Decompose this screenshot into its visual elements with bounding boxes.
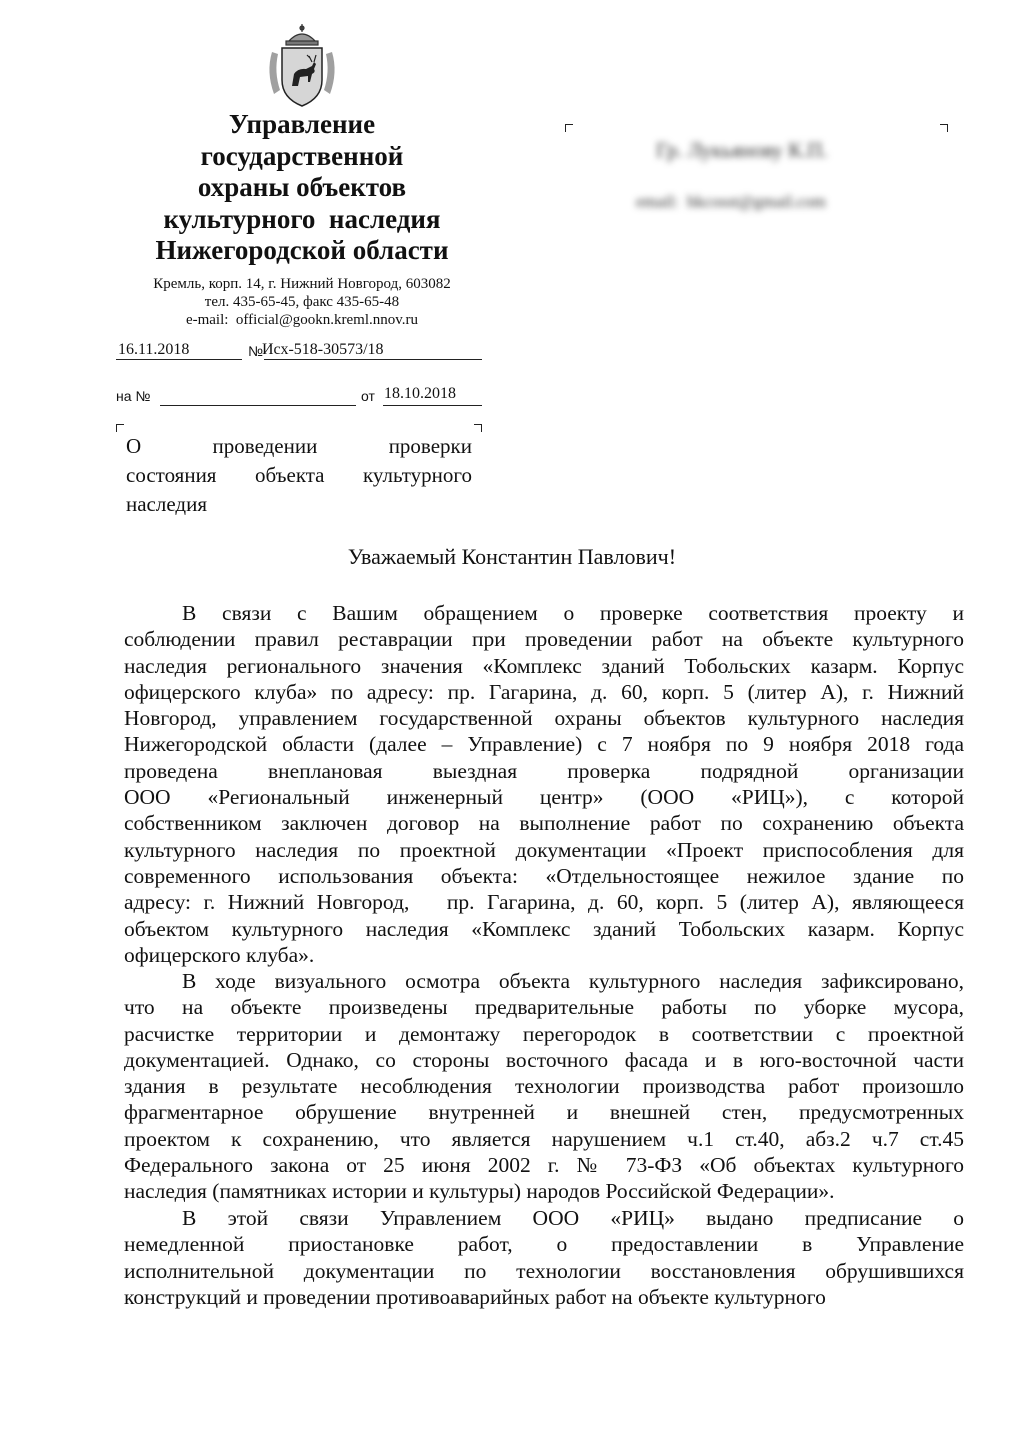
subject-line: состояния объекта культурного (126, 463, 472, 487)
paragraph-line: документацией. Однако, со стороны восточного фасада и в юго-восточной части (124, 1047, 964, 1072)
paragraph-line: что на объекте произведены предварительные работы по уборке мусора, (124, 995, 964, 1020)
paragraph-line: здания в результате несоблюдения технологии производства работ произошло (124, 1074, 964, 1099)
paragraph-line: ООО «Региональный инженерный центр» (ООО «РИЦ»), с которой (124, 785, 964, 810)
outgoing-date: 16.11.2018 (118, 341, 190, 358)
addressee-corner-right (940, 124, 948, 132)
agency-name-line: государственной (200, 140, 404, 171)
paragraph-line: объектом культурного наследия «Комплекс зданий Тобольских казарм. Корпус (124, 916, 964, 941)
body-paragraph-2 (124, 968, 964, 1205)
addressee-corner-left (565, 124, 573, 132)
paragraph-line: конструкций и проведении противоаварийных работ на объекте культурного (124, 1284, 826, 1309)
agency-phone: тел. 435-65-45, факс 435-65-48 (204, 294, 400, 310)
paragraph-line: В ходе визуального осмотра объекта культурного наследия зафиксировано, (182, 969, 964, 993)
paragraph-line: Новгород, управлением государственной охраны объектов культурного наследия (124, 706, 964, 731)
paragraph-line: немедленной приостановке работ, о предоставлении в Управление (124, 1232, 964, 1257)
paragraph-line: исполнительной документации по технологии восстановления обрушившихся (124, 1258, 964, 1283)
paragraph-line: собственником заключен договор на выполнение работ по сохранению объекта (124, 811, 964, 836)
paragraph-line: современного использования объекта: «Отдельностоящее нежилое здание по (124, 863, 964, 888)
agency-name-line: культурного наследия (163, 203, 441, 234)
paragraph-line: наследия (памятниках истории и культуры) народов Российской Федерации». (124, 1179, 835, 1204)
agency-contacts (110, 275, 494, 329)
letter-subject (126, 432, 472, 519)
salutation: Уважаемый Константин Павлович! (347, 544, 677, 569)
paragraph-line: расчистке территории и демонтажу перегородок в соответствии с проектной (124, 1021, 964, 1046)
reference-number-line (160, 387, 356, 406)
body-paragraph-3 (124, 1205, 964, 1310)
agency-address: Кремль, корп. 14, г. Нижний Новгород, 603082 (153, 276, 451, 292)
paragraph-line: В этой связи Управлением ООО «РИЦ» выдано предписание о (182, 1206, 964, 1230)
paragraph-line: проведена внеплановая выездная проверка подрядной организации (124, 758, 964, 783)
reference-date: 18.10.2018 (384, 385, 456, 402)
outgoing-number: Исх-518-30573/18 (262, 341, 384, 358)
paragraph-line: наследия регионального значения «Комплекс зданий Тобольских казарм. Корпус (124, 653, 964, 678)
reference-date-label: от (361, 388, 375, 404)
reference-number-label: на № (116, 388, 151, 404)
paragraph-line: офицерского клуба». (124, 942, 315, 967)
subject-line: наследия (126, 492, 207, 516)
paragraph-line: соблюдении правил реставрации при проведении работ на объекте культурного (124, 627, 964, 652)
subject-line: О проведении проверки (126, 434, 472, 458)
agency-name-line: Управление (228, 109, 376, 139)
paragraph-line: Федерального закона от 25 июня 2002 г. № 73-ФЗ «Об объектах культурного (124, 1153, 964, 1178)
subject-corner-left (116, 424, 124, 432)
agency-email: e-mail: official@gookn.kreml.nnov.ru (185, 312, 419, 328)
agency-name-line: охраны объектов (197, 172, 407, 202)
outgoing-number-label: № (248, 343, 264, 359)
paragraph-line: фрагментарное обрушение внутренней и внешней стен, предусмотренных (124, 1100, 964, 1125)
paragraph-line: В связи с Вашим обращением о проверке соответствия проекту и (182, 601, 964, 625)
paragraph-line: адресу: г. Нижний Новгород, пр. Гагарина, д. 60, корп. 5 (литер А), являющееся (124, 890, 964, 915)
paragraph-line: проектом к сохранению, что является нарушением ч.1 ст.40, абз.2 ч.7 ст.45 (124, 1126, 964, 1151)
agency-name (110, 109, 494, 267)
subject-corner-right (474, 424, 482, 432)
paragraph-line: культурного наследия по проектной документации «Проект приспособления для (124, 837, 964, 862)
body-paragraph-1 (124, 600, 964, 968)
agency-name-line: Нижегородской области (155, 235, 449, 265)
paragraph-line: Нижегородской области (далее – Управление) с 7 ноября по 9 ноября 2018 года (124, 732, 964, 757)
addressee-email: email: hkcosst@gmail.com (636, 192, 826, 211)
paragraph-line: офицерского клуба» по адресу: пр. Гагарина, д. 60, корп. 5 (литер А), г. Нижний (124, 679, 964, 704)
coat-of-arms-emblem (262, 22, 342, 110)
addressee-name: Гр. Лукьянову К.П. (656, 138, 828, 162)
